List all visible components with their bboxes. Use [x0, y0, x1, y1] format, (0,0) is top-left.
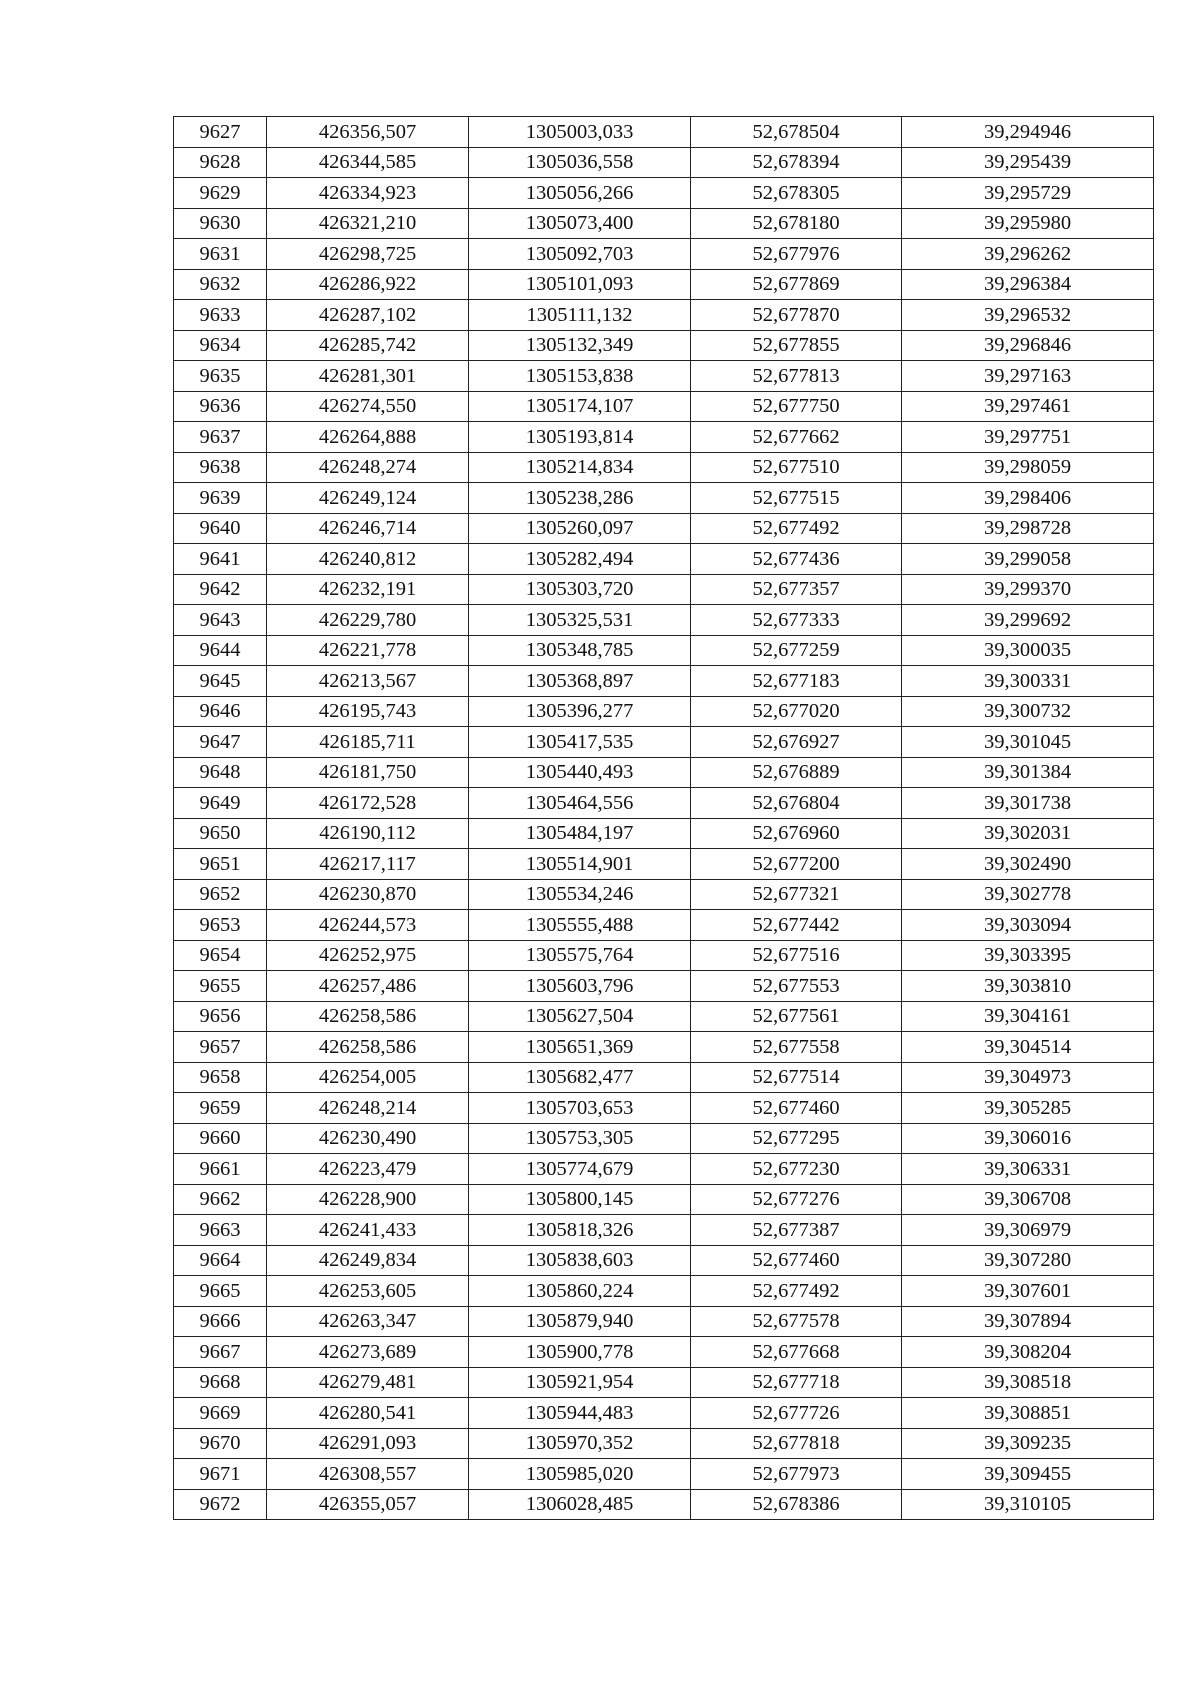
point-number-cell: 9636	[174, 391, 267, 422]
table-row	[174, 849, 1154, 880]
y-coordinate-cell: 1305860,224	[469, 1276, 691, 1307]
y-coordinate-cell: 1305073,400	[469, 208, 691, 239]
longitude-cell: 39,298059	[902, 452, 1154, 483]
table-row	[174, 1398, 1154, 1429]
x-coordinate-cell: 426190,112	[267, 818, 469, 849]
longitude-cell: 39,306331	[902, 1154, 1154, 1185]
longitude-cell: 39,295729	[902, 178, 1154, 209]
longitude-cell: 39,295439	[902, 147, 1154, 178]
longitude-cell: 39,304161	[902, 1001, 1154, 1032]
table-row	[174, 1184, 1154, 1215]
longitude-cell: 39,298406	[902, 483, 1154, 514]
x-coordinate-cell: 426221,778	[267, 635, 469, 666]
point-number-cell: 9654	[174, 940, 267, 971]
latitude-cell: 52,676927	[691, 727, 902, 758]
point-number-cell: 9643	[174, 605, 267, 636]
latitude-cell: 52,677514	[691, 1062, 902, 1093]
y-coordinate-cell: 1305056,266	[469, 178, 691, 209]
x-coordinate-cell: 426185,711	[267, 727, 469, 758]
longitude-cell: 39,307280	[902, 1245, 1154, 1276]
longitude-cell: 39,300035	[902, 635, 1154, 666]
x-coordinate-cell: 426287,102	[267, 300, 469, 331]
longitude-cell: 39,297751	[902, 422, 1154, 453]
table-row	[174, 544, 1154, 575]
x-coordinate-cell: 426228,900	[267, 1184, 469, 1215]
longitude-cell: 39,301738	[902, 788, 1154, 819]
latitude-cell: 52,676804	[691, 788, 902, 819]
point-number-cell: 9667	[174, 1337, 267, 1368]
x-coordinate-cell: 426274,550	[267, 391, 469, 422]
table-row	[174, 422, 1154, 453]
latitude-cell: 52,677668	[691, 1337, 902, 1368]
latitude-cell: 52,677813	[691, 361, 902, 392]
x-coordinate-cell: 426230,870	[267, 879, 469, 910]
longitude-cell: 39,296384	[902, 269, 1154, 300]
x-coordinate-cell: 426355,057	[267, 1489, 469, 1520]
y-coordinate-cell: 1305092,703	[469, 239, 691, 270]
table-row	[174, 1428, 1154, 1459]
y-coordinate-cell: 1305238,286	[469, 483, 691, 514]
longitude-cell: 39,294946	[902, 117, 1154, 148]
y-coordinate-cell: 1305282,494	[469, 544, 691, 575]
latitude-cell: 52,677870	[691, 300, 902, 331]
point-number-cell: 9637	[174, 422, 267, 453]
latitude-cell: 52,677387	[691, 1215, 902, 1246]
y-coordinate-cell: 1305396,277	[469, 696, 691, 727]
y-coordinate-cell: 1305879,940	[469, 1306, 691, 1337]
table-row	[174, 239, 1154, 270]
x-coordinate-cell: 426291,093	[267, 1428, 469, 1459]
table-row	[174, 574, 1154, 605]
longitude-cell: 39,299058	[902, 544, 1154, 575]
table-row	[174, 1093, 1154, 1124]
point-number-cell: 9641	[174, 544, 267, 575]
point-number-cell: 9662	[174, 1184, 267, 1215]
y-coordinate-cell: 1305174,107	[469, 391, 691, 422]
point-number-cell: 9653	[174, 910, 267, 941]
latitude-cell: 52,676889	[691, 757, 902, 788]
longitude-cell: 39,306979	[902, 1215, 1154, 1246]
latitude-cell: 52,677259	[691, 635, 902, 666]
point-number-cell: 9633	[174, 300, 267, 331]
latitude-cell: 52,677818	[691, 1428, 902, 1459]
y-coordinate-cell: 1305838,603	[469, 1245, 691, 1276]
y-coordinate-cell: 1305368,897	[469, 666, 691, 697]
x-coordinate-cell: 426258,586	[267, 1032, 469, 1063]
point-number-cell: 9647	[174, 727, 267, 758]
y-coordinate-cell: 1305303,720	[469, 574, 691, 605]
table-row	[174, 300, 1154, 331]
longitude-cell: 39,305285	[902, 1093, 1154, 1124]
table-row	[174, 1337, 1154, 1368]
y-coordinate-cell: 1305348,785	[469, 635, 691, 666]
longitude-cell: 39,296532	[902, 300, 1154, 331]
table-row	[174, 452, 1154, 483]
y-coordinate-cell: 1305440,493	[469, 757, 691, 788]
point-number-cell: 9640	[174, 513, 267, 544]
y-coordinate-cell: 1305260,097	[469, 513, 691, 544]
latitude-cell: 52,677869	[691, 269, 902, 300]
x-coordinate-cell: 426279,481	[267, 1367, 469, 1398]
point-number-cell: 9660	[174, 1123, 267, 1154]
longitude-cell: 39,299370	[902, 574, 1154, 605]
longitude-cell: 39,304514	[902, 1032, 1154, 1063]
table-row	[174, 391, 1154, 422]
latitude-cell: 52,677718	[691, 1367, 902, 1398]
point-number-cell: 9645	[174, 666, 267, 697]
longitude-cell: 39,308204	[902, 1337, 1154, 1368]
table-row	[174, 1459, 1154, 1490]
table-row	[174, 788, 1154, 819]
latitude-cell: 52,677553	[691, 971, 902, 1002]
latitude-cell: 52,677183	[691, 666, 902, 697]
y-coordinate-cell: 1305036,558	[469, 147, 691, 178]
longitude-cell: 39,304973	[902, 1062, 1154, 1093]
table-row	[174, 269, 1154, 300]
x-coordinate-cell: 426195,743	[267, 696, 469, 727]
table-row	[174, 818, 1154, 849]
y-coordinate-cell: 1305774,679	[469, 1154, 691, 1185]
x-coordinate-cell: 426253,605	[267, 1276, 469, 1307]
longitude-cell: 39,308851	[902, 1398, 1154, 1429]
longitude-cell: 39,303395	[902, 940, 1154, 971]
table-row	[174, 1001, 1154, 1032]
point-number-cell: 9661	[174, 1154, 267, 1185]
x-coordinate-cell: 426181,750	[267, 757, 469, 788]
y-coordinate-cell: 1305985,020	[469, 1459, 691, 1490]
longitude-cell: 39,302490	[902, 849, 1154, 880]
x-coordinate-cell: 426246,714	[267, 513, 469, 544]
point-number-cell: 9638	[174, 452, 267, 483]
y-coordinate-cell: 1305703,653	[469, 1093, 691, 1124]
y-coordinate-cell: 1305153,838	[469, 361, 691, 392]
longitude-cell: 39,307601	[902, 1276, 1154, 1307]
latitude-cell: 52,677662	[691, 422, 902, 453]
table-row	[174, 605, 1154, 636]
x-coordinate-cell: 426344,585	[267, 147, 469, 178]
y-coordinate-cell: 1305682,477	[469, 1062, 691, 1093]
latitude-cell: 52,678305	[691, 178, 902, 209]
point-number-cell: 9646	[174, 696, 267, 727]
table-row	[174, 971, 1154, 1002]
longitude-cell: 39,296262	[902, 239, 1154, 270]
point-number-cell: 9670	[174, 1428, 267, 1459]
x-coordinate-cell: 426257,486	[267, 971, 469, 1002]
x-coordinate-cell: 426273,689	[267, 1337, 469, 1368]
x-coordinate-cell: 426264,888	[267, 422, 469, 453]
x-coordinate-cell: 426213,567	[267, 666, 469, 697]
latitude-cell: 52,677976	[691, 239, 902, 270]
point-number-cell: 9631	[174, 239, 267, 270]
table-row	[174, 208, 1154, 239]
point-number-cell: 9644	[174, 635, 267, 666]
longitude-cell: 39,296846	[902, 330, 1154, 361]
point-number-cell: 9639	[174, 483, 267, 514]
latitude-cell: 52,678504	[691, 117, 902, 148]
y-coordinate-cell: 1305111,132	[469, 300, 691, 331]
table-row	[174, 757, 1154, 788]
y-coordinate-cell: 1305818,326	[469, 1215, 691, 1246]
latitude-cell: 52,677460	[691, 1093, 902, 1124]
table-row	[174, 1367, 1154, 1398]
point-number-cell: 9628	[174, 147, 267, 178]
table-row	[174, 666, 1154, 697]
y-coordinate-cell: 1306028,485	[469, 1489, 691, 1520]
longitude-cell: 39,306016	[902, 1123, 1154, 1154]
x-coordinate-cell: 426244,573	[267, 910, 469, 941]
latitude-cell: 52,677855	[691, 330, 902, 361]
table-row	[174, 910, 1154, 941]
table-row	[174, 1032, 1154, 1063]
latitude-cell: 52,678394	[691, 147, 902, 178]
table-row	[174, 1062, 1154, 1093]
y-coordinate-cell: 1305800,145	[469, 1184, 691, 1215]
point-number-cell: 9655	[174, 971, 267, 1002]
latitude-cell: 52,677276	[691, 1184, 902, 1215]
x-coordinate-cell: 426240,812	[267, 544, 469, 575]
y-coordinate-cell: 1305484,197	[469, 818, 691, 849]
point-number-cell: 9630	[174, 208, 267, 239]
table-row	[174, 940, 1154, 971]
point-number-cell: 9642	[174, 574, 267, 605]
y-coordinate-cell: 1305970,352	[469, 1428, 691, 1459]
table-row	[174, 513, 1154, 544]
longitude-cell: 39,303810	[902, 971, 1154, 1002]
coordinates-table	[173, 116, 1154, 1520]
y-coordinate-cell: 1305575,764	[469, 940, 691, 971]
latitude-cell: 52,677515	[691, 483, 902, 514]
x-coordinate-cell: 426334,923	[267, 178, 469, 209]
x-coordinate-cell: 426258,586	[267, 1001, 469, 1032]
longitude-cell: 39,310105	[902, 1489, 1154, 1520]
latitude-cell: 52,677492	[691, 513, 902, 544]
point-number-cell: 9658	[174, 1062, 267, 1093]
latitude-cell: 52,677230	[691, 1154, 902, 1185]
x-coordinate-cell: 426229,780	[267, 605, 469, 636]
point-number-cell: 9648	[174, 757, 267, 788]
latitude-cell: 52,677561	[691, 1001, 902, 1032]
point-number-cell: 9671	[174, 1459, 267, 1490]
table-row	[174, 727, 1154, 758]
x-coordinate-cell: 426321,210	[267, 208, 469, 239]
longitude-cell: 39,301384	[902, 757, 1154, 788]
table-row	[174, 1123, 1154, 1154]
latitude-cell: 52,677020	[691, 696, 902, 727]
point-number-cell: 9657	[174, 1032, 267, 1063]
latitude-cell: 52,677492	[691, 1276, 902, 1307]
latitude-cell: 52,677726	[691, 1398, 902, 1429]
x-coordinate-cell: 426281,301	[267, 361, 469, 392]
point-number-cell: 9650	[174, 818, 267, 849]
point-number-cell: 9634	[174, 330, 267, 361]
table-row	[174, 361, 1154, 392]
x-coordinate-cell: 426241,433	[267, 1215, 469, 1246]
x-coordinate-cell: 426230,490	[267, 1123, 469, 1154]
x-coordinate-cell: 426254,005	[267, 1062, 469, 1093]
point-number-cell: 9651	[174, 849, 267, 880]
longitude-cell: 39,309455	[902, 1459, 1154, 1490]
x-coordinate-cell: 426249,834	[267, 1245, 469, 1276]
y-coordinate-cell: 1305193,814	[469, 422, 691, 453]
latitude-cell: 52,678180	[691, 208, 902, 239]
y-coordinate-cell: 1305464,556	[469, 788, 691, 819]
longitude-cell: 39,298728	[902, 513, 1154, 544]
latitude-cell: 52,677460	[691, 1245, 902, 1276]
x-coordinate-cell: 426308,557	[267, 1459, 469, 1490]
point-number-cell: 9656	[174, 1001, 267, 1032]
longitude-cell: 39,302778	[902, 879, 1154, 910]
longitude-cell: 39,302031	[902, 818, 1154, 849]
x-coordinate-cell: 426232,191	[267, 574, 469, 605]
y-coordinate-cell: 1305900,778	[469, 1337, 691, 1368]
latitude-cell: 52,677357	[691, 574, 902, 605]
table-row	[174, 1276, 1154, 1307]
y-coordinate-cell: 1305514,901	[469, 849, 691, 880]
point-number-cell: 9629	[174, 178, 267, 209]
table-row	[174, 147, 1154, 178]
x-coordinate-cell: 426248,274	[267, 452, 469, 483]
longitude-cell: 39,300732	[902, 696, 1154, 727]
point-number-cell: 9663	[174, 1215, 267, 1246]
latitude-cell: 52,677295	[691, 1123, 902, 1154]
latitude-cell: 52,677321	[691, 879, 902, 910]
point-number-cell: 9649	[174, 788, 267, 819]
longitude-cell: 39,297163	[902, 361, 1154, 392]
point-number-cell: 9652	[174, 879, 267, 910]
point-number-cell: 9664	[174, 1245, 267, 1276]
x-coordinate-cell: 426286,922	[267, 269, 469, 300]
latitude-cell: 52,677516	[691, 940, 902, 971]
longitude-cell: 39,308518	[902, 1367, 1154, 1398]
longitude-cell: 39,303094	[902, 910, 1154, 941]
table-row	[174, 1306, 1154, 1337]
longitude-cell: 39,309235	[902, 1428, 1154, 1459]
point-number-cell: 9659	[174, 1093, 267, 1124]
longitude-cell: 39,295980	[902, 208, 1154, 239]
x-coordinate-cell: 426249,124	[267, 483, 469, 514]
latitude-cell: 52,677973	[691, 1459, 902, 1490]
latitude-cell: 52,676960	[691, 818, 902, 849]
latitude-cell: 52,677442	[691, 910, 902, 941]
x-coordinate-cell: 426223,479	[267, 1154, 469, 1185]
table-row	[174, 483, 1154, 514]
longitude-cell: 39,307894	[902, 1306, 1154, 1337]
latitude-cell: 52,677333	[691, 605, 902, 636]
table-row	[174, 1154, 1154, 1185]
longitude-cell: 39,306708	[902, 1184, 1154, 1215]
y-coordinate-cell: 1305003,033	[469, 117, 691, 148]
table-row	[174, 178, 1154, 209]
point-number-cell: 9666	[174, 1306, 267, 1337]
y-coordinate-cell: 1305603,796	[469, 971, 691, 1002]
y-coordinate-cell: 1305534,246	[469, 879, 691, 910]
table-row	[174, 635, 1154, 666]
longitude-cell: 39,297461	[902, 391, 1154, 422]
point-number-cell: 9627	[174, 117, 267, 148]
x-coordinate-cell: 426263,347	[267, 1306, 469, 1337]
table-row	[174, 879, 1154, 910]
x-coordinate-cell: 426248,214	[267, 1093, 469, 1124]
table-row	[174, 696, 1154, 727]
longitude-cell: 39,300331	[902, 666, 1154, 697]
table-row	[174, 117, 1154, 148]
latitude-cell: 52,677200	[691, 849, 902, 880]
x-coordinate-cell: 426280,541	[267, 1398, 469, 1429]
y-coordinate-cell: 1305555,488	[469, 910, 691, 941]
x-coordinate-cell: 426298,725	[267, 239, 469, 270]
latitude-cell: 52,677436	[691, 544, 902, 575]
y-coordinate-cell: 1305944,483	[469, 1398, 691, 1429]
y-coordinate-cell: 1305417,535	[469, 727, 691, 758]
latitude-cell: 52,677510	[691, 452, 902, 483]
y-coordinate-cell: 1305753,305	[469, 1123, 691, 1154]
latitude-cell: 52,677558	[691, 1032, 902, 1063]
latitude-cell: 52,678386	[691, 1489, 902, 1520]
table-row	[174, 1245, 1154, 1276]
latitude-cell: 52,677750	[691, 391, 902, 422]
table-row	[174, 1489, 1154, 1520]
point-number-cell: 9669	[174, 1398, 267, 1429]
y-coordinate-cell: 1305132,349	[469, 330, 691, 361]
y-coordinate-cell: 1305627,504	[469, 1001, 691, 1032]
y-coordinate-cell: 1305651,369	[469, 1032, 691, 1063]
longitude-cell: 39,299692	[902, 605, 1154, 636]
latitude-cell: 52,677578	[691, 1306, 902, 1337]
coordinates-table-body	[174, 117, 1154, 1520]
point-number-cell: 9668	[174, 1367, 267, 1398]
y-coordinate-cell: 1305325,531	[469, 605, 691, 636]
point-number-cell: 9665	[174, 1276, 267, 1307]
y-coordinate-cell: 1305101,093	[469, 269, 691, 300]
x-coordinate-cell: 426172,528	[267, 788, 469, 819]
point-number-cell: 9672	[174, 1489, 267, 1520]
point-number-cell: 9635	[174, 361, 267, 392]
x-coordinate-cell: 426356,507	[267, 117, 469, 148]
y-coordinate-cell: 1305921,954	[469, 1367, 691, 1398]
y-coordinate-cell: 1305214,834	[469, 452, 691, 483]
longitude-cell: 39,301045	[902, 727, 1154, 758]
point-number-cell: 9632	[174, 269, 267, 300]
table-row	[174, 330, 1154, 361]
x-coordinate-cell: 426252,975	[267, 940, 469, 971]
x-coordinate-cell: 426285,742	[267, 330, 469, 361]
table-row	[174, 1215, 1154, 1246]
x-coordinate-cell: 426217,117	[267, 849, 469, 880]
